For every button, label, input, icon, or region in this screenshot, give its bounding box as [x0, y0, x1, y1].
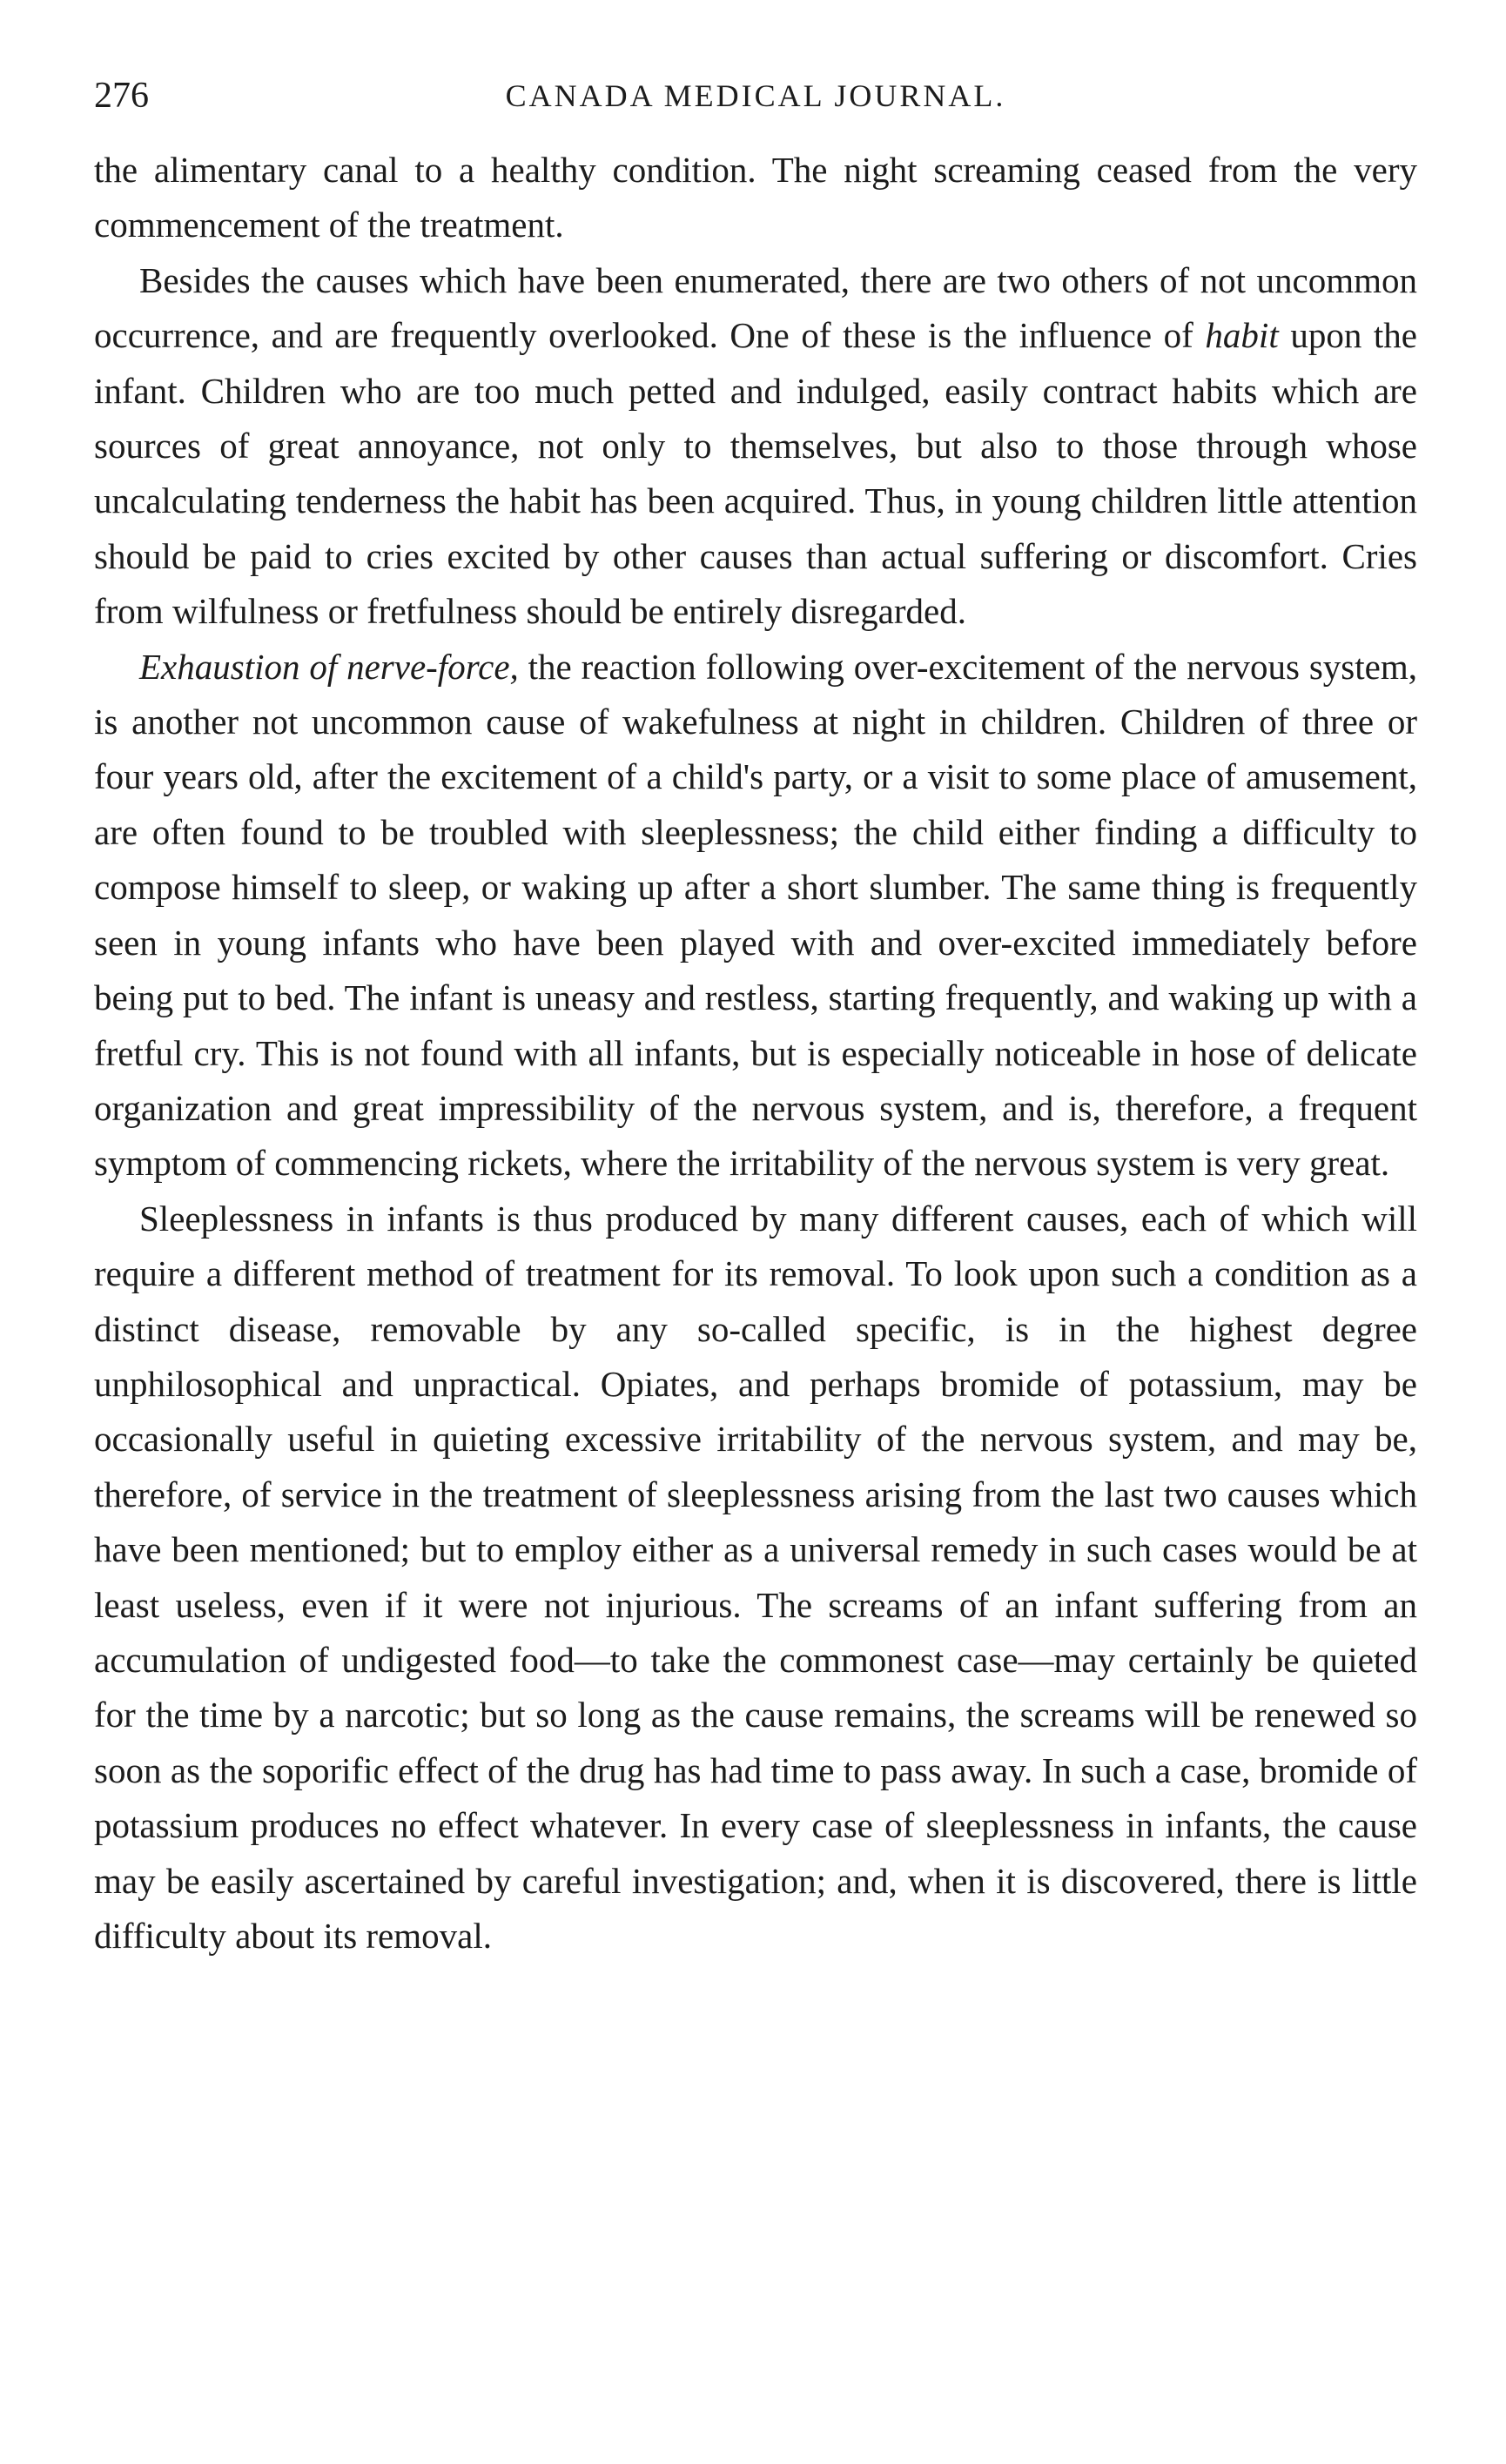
paragraph-text: Besides the causes which have been enumerated, there are two others of not uncommon occurrence, and are frequently overlooked. One of these is the influence of: [94, 259, 1417, 356]
running-title: CANADA MEDICAL JOURNAL.: [505, 78, 1006, 113]
paragraph-text: upon the infant. Children who are too much petted and indulged, easily contract habits which are sources of great annoyance, not only to themselves, but also to those through whose uncalculating tenderness the habit has been acquired. Thus, in young children little attention should be paid to cries excited by other causes than actual suffering or discomfort. Cries from wilfulness or fretfulness should be entirely disregarded.: [94, 315, 1417, 632]
paragraph-text: the reaction following over-excitement of the nervous system, is another not uncommon cause of wakefulness at night in children. Children of three or four years old, after the excitement of a child's party, or a visit to some place of amusement, are often found to be troubled with sleeplessness; the child either finding a difficulty to compose himself to sleep, or waking up after a short slumber. The same thing is frequently seen in young infants who have been played with and over-excited immediately before being put to bed. The infant is uneasy and restless, starting frequently, and waking up with a fretful cry. This is not found with all infants, but is especially noticeable in hose of delicate organization and great impressibility of the nervous system, and is, therefore, a frequent symptom of commencing rickets, where the irritability of the nervous system is very great.: [94, 646, 1417, 1184]
page-header: [94, 61, 1417, 131]
paragraph-exhaustion: [94, 640, 1417, 1192]
article-body: [94, 143, 1417, 1964]
italic-term-habit: habit: [1205, 315, 1279, 356]
italic-term-exhaustion: Exhaustion of nerve-force,: [139, 646, 519, 687]
paragraph-habit: [94, 253, 1417, 640]
journal-page: [94, 61, 1417, 1964]
paragraph-sleeplessness: [94, 1192, 1417, 1964]
paragraph-continuation: [94, 143, 1417, 253]
page-number: 276: [94, 76, 149, 116]
paragraph-text: Sleeplessness in infants is thus produced by many different causes, each of which will require a different method of treatment for its removal. To look upon such a condition as a distinct disease, removable by any so-called specific, is in the highest degree unphilosophical and unpractical. Opiates, and perhaps bromide of potassium, may be occasionally useful in quieting excessive irritability of the nervous system, and may be, therefore, of service in the treatment of sleeplessness arising from the last two causes which have been mentioned; but to employ either as a universal remedy in such cases would be at least useless, even if it were not injurious. The screams of an infant suffering from an accumulation of undigested food—to take the commonest case—may certainly be quieted for the time by a narcotic; but so long as the cause remains, the screams will be renewed so soon as the soporific effect of the drug has had time to pass away. In such a case, bromide of potassium produces no effect whatever. In every case of sleeplessness in infants, the cause may be easily ascertained by careful investigation; and, when it is discovered, there is little difficulty about its removal.: [94, 1198, 1417, 1956]
paragraph-text: the alimentary canal to a healthy condition. The night screaming ceased from the very commencement of the treatment.: [94, 150, 1417, 245]
